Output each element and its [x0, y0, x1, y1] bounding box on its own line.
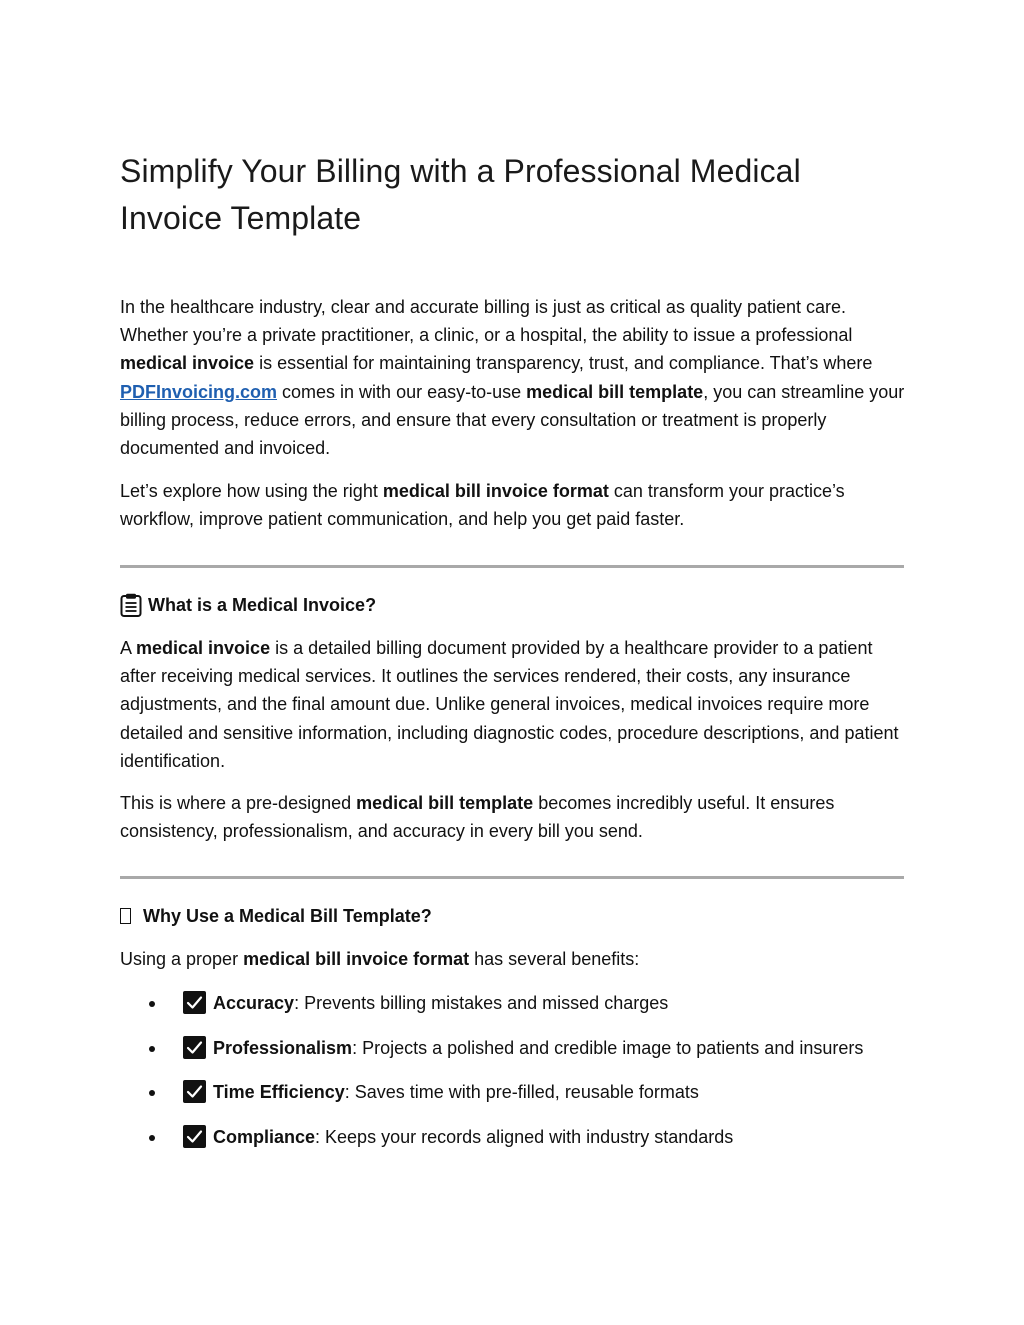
- section-heading-what-is: [120, 593, 376, 617]
- section-heading-text: Why Use a Medical Bill Template?: [143, 906, 432, 926]
- bullet-dot: [149, 1090, 155, 1096]
- section1-paragraph-2: [120, 789, 910, 845]
- list-item: [120, 1122, 910, 1167]
- missing-glyph-icon: [120, 908, 131, 924]
- pdfinvoicing-link[interactable]: PDFInvoicing.com: [120, 381, 278, 402]
- checkmark-icon: [183, 1080, 206, 1103]
- checkmark-icon: [183, 991, 206, 1014]
- section1-text: is a detailed billing document provided by a healthcare provider to a patient after receiving medical services. It outlines the services rendered, their costs, any insurance adjustments, and the final amount due. Unlike general invoices, medical invoices require more detailed and sensitive information, including diagnostic codes, procedure descriptions, and patient identification.: [120, 638, 899, 771]
- benefits-list: [120, 988, 910, 1167]
- benefit-text: [213, 1077, 699, 1107]
- intro-text: comes in with our easy-to-use: [277, 381, 527, 402]
- benefit-desc: : Keeps your records aligned with industry standards: [315, 1127, 734, 1148]
- benefit-desc: : Prevents billing mistakes and missed charges: [294, 993, 669, 1013]
- intro-text: In the healthcare industry, clear and accurate billing is just as critical as quality patient care. Whether you’re a private practitioner, a clinic, or a hospital, the ability to issue a professional: [120, 297, 853, 346]
- benefit-term: Time Efficiency: [213, 1082, 345, 1103]
- list-item: [120, 988, 910, 1033]
- intro-text: Let’s explore how using the right: [120, 481, 383, 501]
- page-title: Simplify Your Billing with a Professional Medical Invoice Template: [120, 153, 801, 236]
- section1-text: A: [120, 638, 137, 658]
- section1-bold-term: medical bill template: [356, 793, 534, 813]
- list-item: [120, 1033, 910, 1078]
- benefit-term: Accuracy: [213, 993, 295, 1013]
- bullet-dot: [149, 1135, 155, 1141]
- section2-text: has several benefits:: [469, 949, 640, 969]
- benefit-text: [213, 988, 668, 1018]
- intro-bold-term: medical bill template: [526, 381, 704, 402]
- benefit-text: [213, 1033, 863, 1063]
- clipboard-icon: [120, 593, 142, 617]
- section1-bold-term: medical invoice: [136, 638, 271, 658]
- intro-paragraph: [120, 293, 910, 462]
- benefit-desc: : Projects a polished and credible image to patients and insurers: [352, 1037, 864, 1058]
- benefit-term: Professionalism: [213, 1037, 353, 1058]
- section2-intro: [120, 945, 910, 973]
- section1-text: This is where a pre-designed: [120, 793, 357, 813]
- bullet-dot: [149, 1046, 155, 1052]
- section2-text: Using a proper: [120, 949, 244, 969]
- benefit-term: Compliance: [213, 1127, 316, 1148]
- intro-text: , you can streamline your billing process, reduce errors, and ensure that every consultation or treatment is properly documented and invoiced.: [120, 381, 905, 459]
- intro-text: is essential for maintaining transparency, trust, and compliance. That’s where: [254, 353, 873, 374]
- intro-bold-term: medical bill invoice format: [382, 481, 609, 501]
- checkmark-icon: [183, 1036, 206, 1059]
- list-item: [120, 1077, 910, 1122]
- section-heading-why-use: [120, 904, 432, 928]
- benefit-text: [213, 1122, 733, 1152]
- section-heading-text: What is a Medical Invoice?: [148, 595, 377, 615]
- intro-bold-term: medical invoice: [120, 353, 255, 374]
- bullet-dot: [149, 1001, 155, 1007]
- horizontal-rule: [120, 565, 904, 568]
- benefit-desc: : Saves time with pre-filled, reusable formats: [344, 1082, 699, 1103]
- section2-bold-term: medical bill invoice format: [243, 949, 470, 969]
- intro-paragraph-2: [120, 477, 910, 533]
- intro-text: can transform your practice’s workflow, improve patient communication, and help you get paid faster.: [120, 481, 845, 530]
- checkmark-icon: [183, 1125, 206, 1148]
- section1-paragraph: [120, 634, 910, 775]
- section1-text: becomes incredibly useful. It ensures consistency, professionalism, and accuracy in every bill you send.: [120, 793, 835, 842]
- horizontal-rule: [120, 876, 904, 879]
